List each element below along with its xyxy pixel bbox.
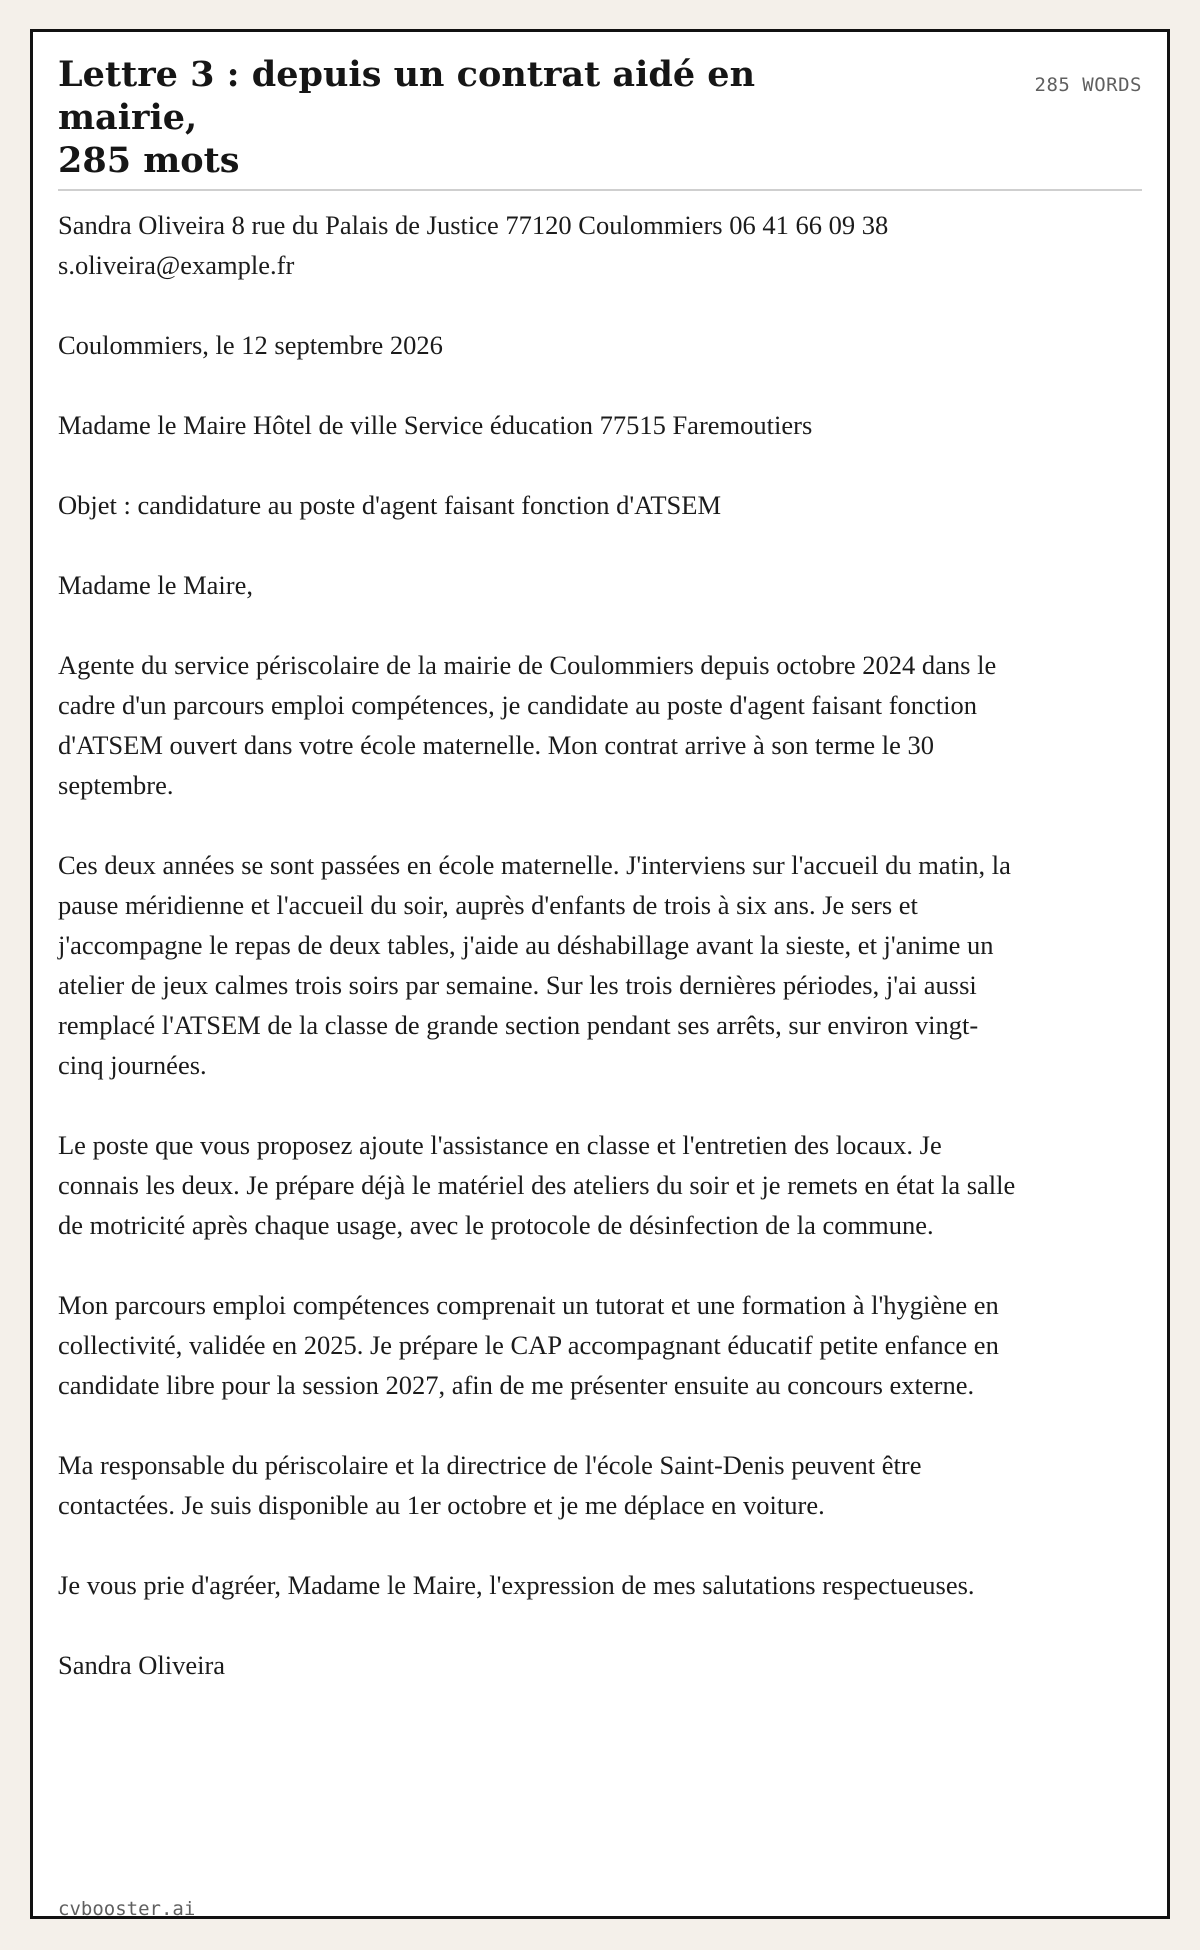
recipient-block: Madame le Maire Hôtel de ville Service éducation 77515 Faremoutiers <box>58 410 813 440</box>
brand-footer: cvbooster.ai <box>58 1898 196 1920</box>
word-count-badge: 285 WORDS <box>1034 74 1142 96</box>
letter-subject: Objet : candidature au poste d'agent faisant fonction d'ATSEM <box>58 490 722 520</box>
letter-title <box>58 53 838 182</box>
letter-paragraph: Mon parcours emploi compétences comprenait un tutorat et une formation à l'hygiène en collectivité, validée en 2025. Je prépare le CAP accompagnant éducatif petite enfance en candidate libre pour la session 2027, afin de me présenter ensuite au concours externe. <box>58 1290 999 1400</box>
letter-paragraph: Ces deux années se sont passées en école maternelle. J'interviens sur l'accueil du matin, la pause méridienne et l'accueil du soir, auprès d'enfants de trois à six ans. Je sers et j'accompagne le repas de deux tables, j'aide au déshabillage avant la sieste, et j'anime un atelier de jeux calmes trois soirs par semaine. Sur les trois dernières périodes, j'ai aussi remplacé l'ATSEM de la classe de grande section pendant ses arrêts, sur environ vingt-cinq journées. <box>58 850 1011 1080</box>
letter-body <box>58 205 1058 1685</box>
letter-paragraph: Agente du service périscolaire de la mairie de Coulommiers depuis octobre 2024 dans le cadre d'un parcours emploi compétences, je candidate au poste d'agent faisant fonction d'ATSEM ouvert dans votre école maternelle. Mon contrat arrive à son terme le 30 septembre. <box>58 650 997 800</box>
letter-title-line-1: Lettre 3 : depuis un contrat aidé en mairie, <box>58 54 756 138</box>
letter-header <box>58 53 1142 191</box>
letter-paragraph: Ma responsable du périscolaire et la directrice de l'école Saint-Denis peuvent être contactées. Je suis disponible au 1er octobre et je me déplace en voiture. <box>58 1450 922 1520</box>
letter-salutation: Madame le Maire, <box>58 570 253 600</box>
letter-closing: Je vous prie d'agréer, Madame le Maire, l'expression de mes salutations respectueuses. <box>58 1570 975 1600</box>
letter-title-line-2: 285 mots <box>58 140 240 181</box>
letter-date: Coulommiers, le 12 septembre 2026 <box>58 330 443 360</box>
letter-paragraph: Le poste que vous proposez ajoute l'assistance en classe et l'entretien des locaux. Je connais les deux. Je prépare déjà le matériel des ateliers du soir et je remets en état la salle de motricité après chaque usage, avec le protocole de désinfection de la commune. <box>58 1130 1016 1240</box>
letter-card <box>30 29 1170 1919</box>
sender-block: Sandra Oliveira 8 rue du Palais de Justice 77120 Coulommiers 06 41 66 09 38 s.oliveira@example.fr <box>58 210 889 280</box>
letter-signature: Sandra Oliveira <box>58 1650 226 1680</box>
